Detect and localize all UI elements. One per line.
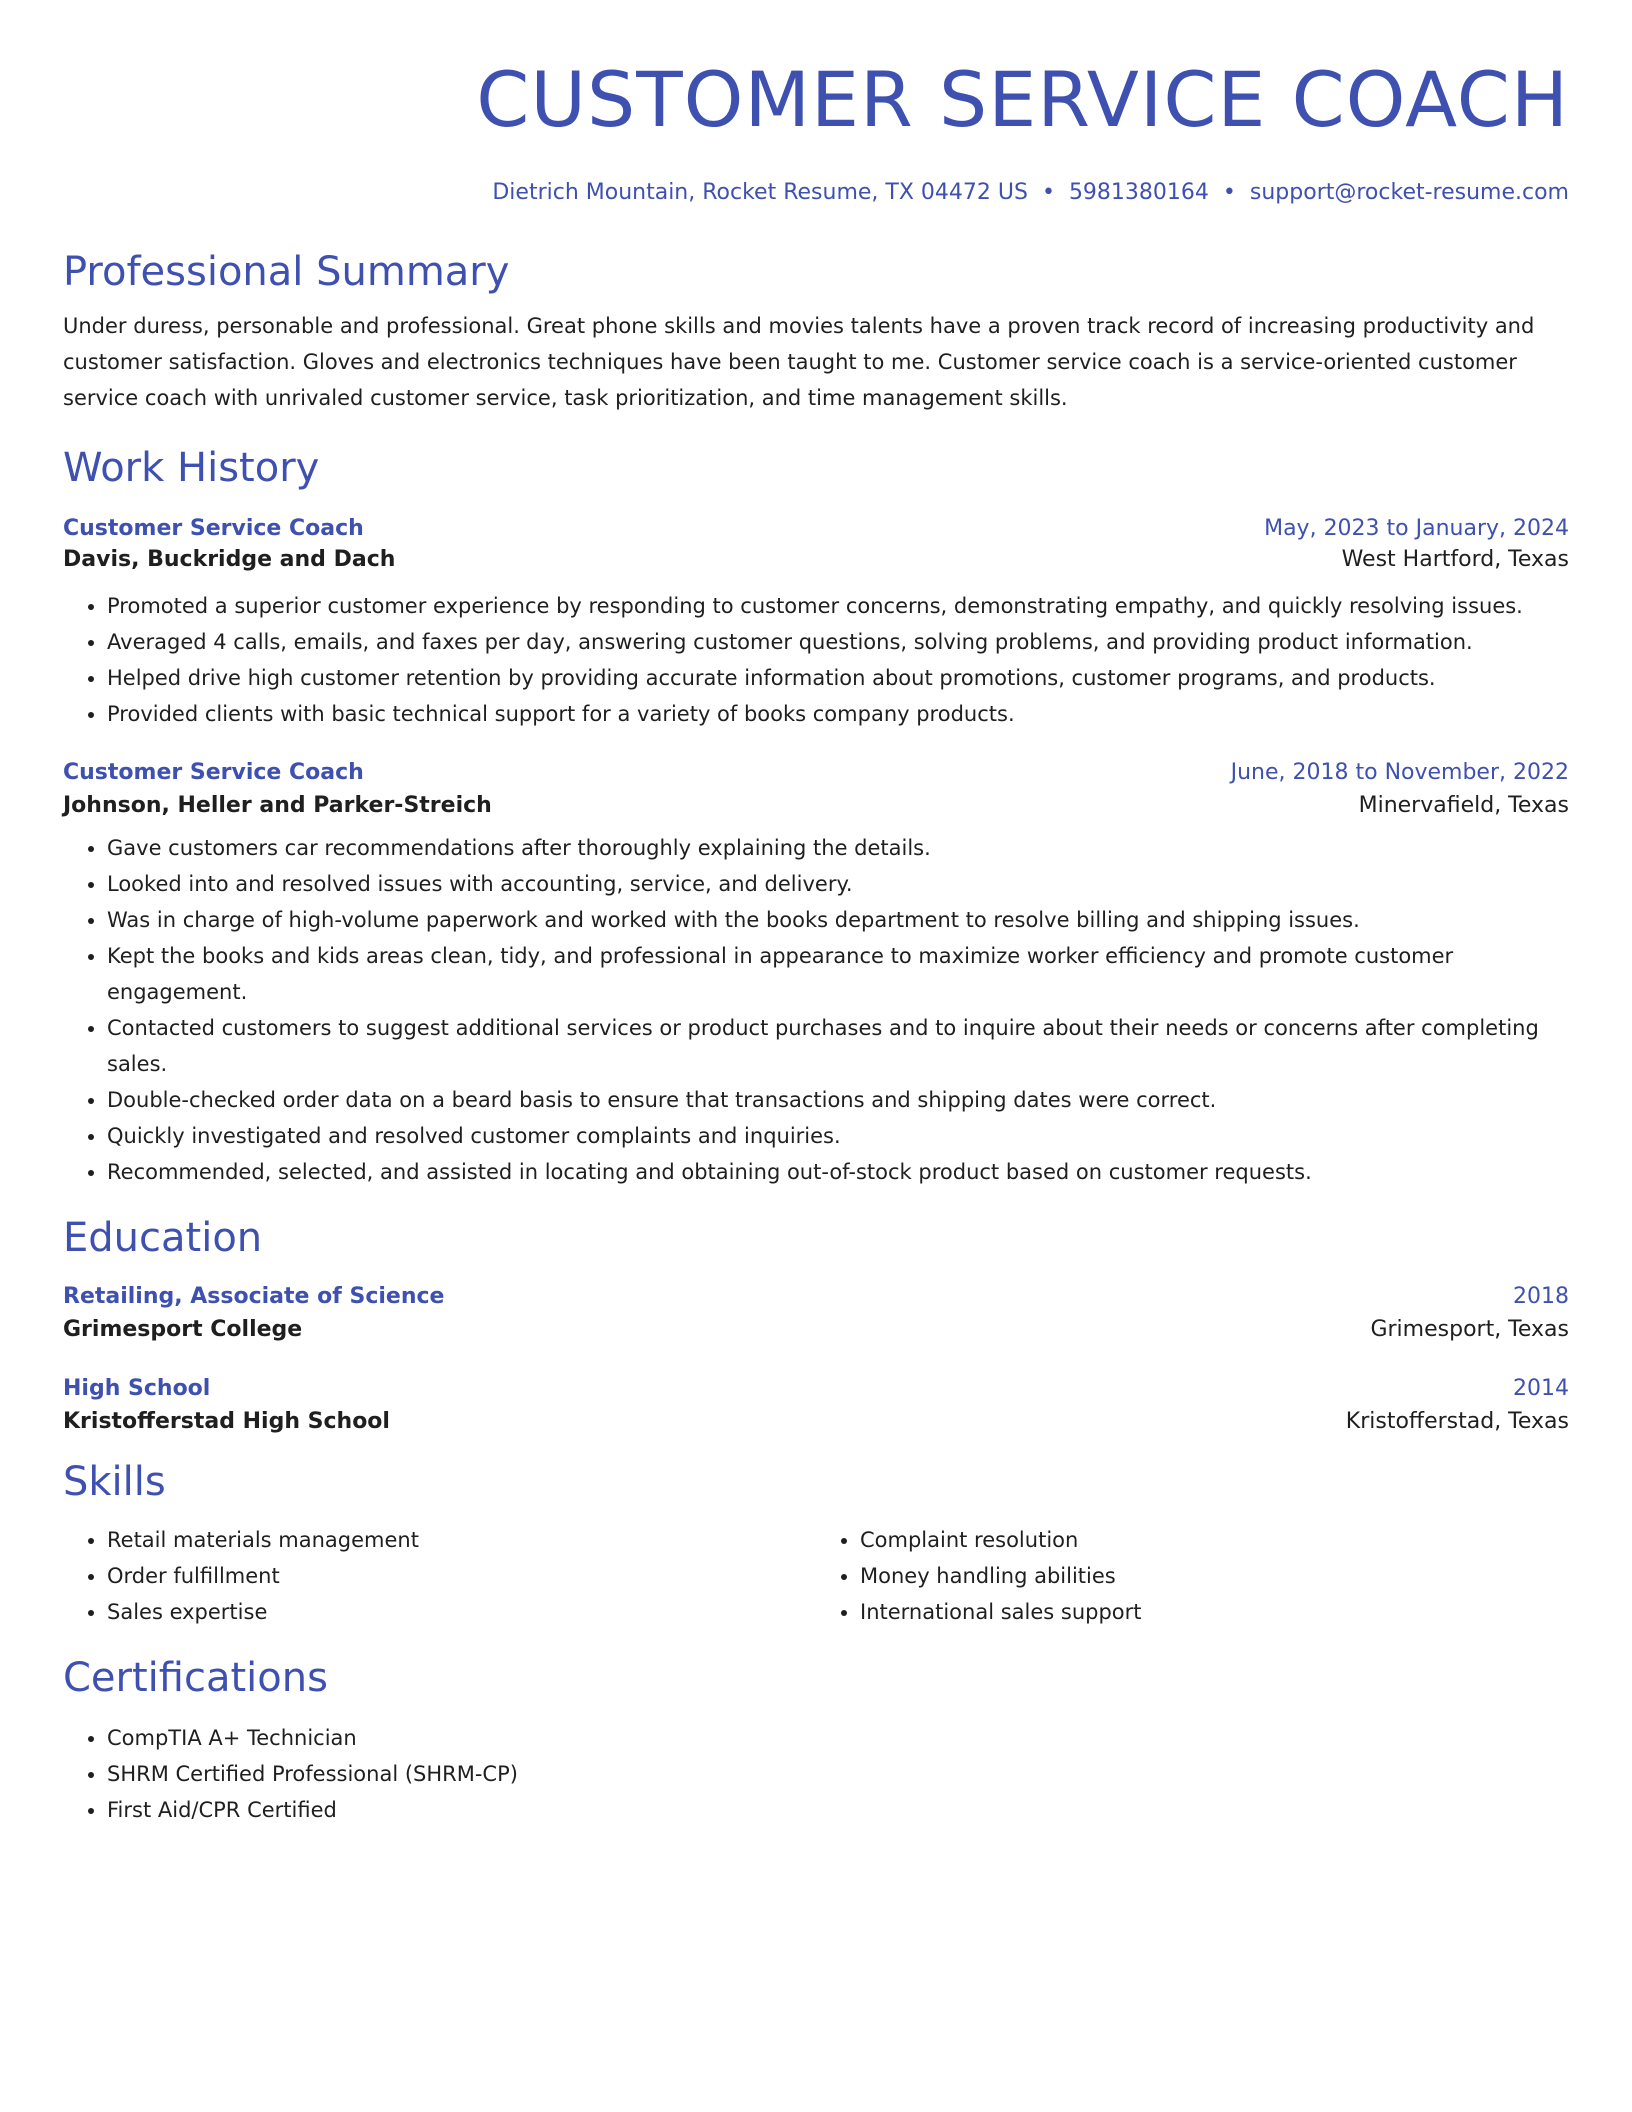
certification-item: • CompTIA A+ Technician [107,1720,1569,1756]
contact-phone: 5981380164 [1068,180,1209,205]
education-location: Grimesport, Texas [1370,1317,1569,1342]
job-bullets [63,830,1569,1190]
list-item: • Was in charge of high-volume paperwork and worked with the books department to resolve billing and shipping issues. [107,902,1569,938]
certification-item: • First Aid/CPR Certified [107,1792,1569,1828]
contact-email: support@rocket-resume.com [1249,180,1569,205]
skills-list-right [816,1522,1569,1630]
work-history-section [63,442,1569,1190]
job-dates: June, 2018 to November, 2022 [1230,760,1569,785]
summary-section [63,246,1569,416]
education-school-row [63,1409,1569,1434]
list-item: • Helped drive high customer retention by providing accurate information about promotions, customer programs, and products. [107,660,1569,696]
skill-item: • International sales support [860,1594,1569,1630]
list-item: • Averaged 4 calls, emails, and faxes per day, answering customer questions, solving problems, and providing product information. [107,624,1569,660]
contact-separator: • [1222,180,1236,205]
skill-item: • Retail materials management [107,1522,816,1558]
education-section [63,1212,1569,1434]
education-entry [63,1284,1569,1342]
job-entry [63,516,1569,732]
education-degree: Retailing, Associate of Science [63,1284,445,1309]
education-school: Kristofferstad High School [63,1409,390,1434]
education-entry [63,1376,1569,1434]
section-heading: Professional Summary [63,249,510,295]
education-degree-row [63,1376,1569,1401]
skill-item: • Money handling abilities [860,1558,1569,1594]
resume-title: CUSTOMER SERVICE COACH [476,55,1569,144]
job-company: Davis, Buckridge and Dach [63,547,396,572]
education-year: 2014 [1513,1376,1569,1401]
certifications-list [63,1720,1569,1828]
education-degree-row [63,1284,1569,1309]
section-heading: Education [63,1215,263,1261]
list-item: • Quickly investigated and resolved customer complaints and inquiries. [107,1118,1569,1154]
list-item: • Contacted customers to suggest additional services or product purchases and to inquire about their needs or concerns after completing sales. [107,1010,1569,1082]
summary-text: Under duress, personable and professional. Great phone skills and movies talents have a proven track record of increasing productivity and customer satisfaction. Gloves and electronics techniques have been taught to me. Customer service coach is a service-oriented customer service coach with unrivaled customer service, task prioritization, and time management skills. [63,314,1535,410]
contact-line [63,178,1569,208]
list-item: • Gave customers car recommendations after thoroughly explaining the details. [107,830,1569,866]
job-title-row [63,516,1569,541]
job-company-row [63,547,1569,572]
education-year: 2018 [1513,1284,1569,1309]
section-heading: Work History [63,445,320,491]
job-location: West Hartford, Texas [1341,547,1569,572]
job-company: Johnson, Heller and Parker-Streich [63,793,492,818]
education-degree: High School [63,1376,211,1401]
list-item: • Double-checked order data on a beard basis to ensure that transactions and shipping dates were correct. [107,1082,1569,1118]
list-item: • Kept the books and kids areas clean, tidy, and professional in appearance to maximize worker efficiency and promote customer engagement. [107,938,1569,1010]
list-item: • Recommended, selected, and assisted in locating and obtaining out-of-stock product based on customer requests. [107,1154,1569,1190]
skills-grid [63,1522,1569,1630]
job-title: Customer Service Coach [63,760,364,785]
education-location: Kristofferstad, Texas [1345,1409,1569,1434]
job-entry [63,760,1569,1190]
section-heading: Certifications [63,1655,328,1701]
skills-list-left [63,1522,816,1630]
certification-item: • SHRM Certified Professional (SHRM-CP) [107,1756,1569,1792]
job-bullets [63,588,1569,732]
list-item: • Promoted a superior customer experience by responding to customer concerns, demonstrating empathy, and quickly resolving issues. [107,588,1569,624]
contact-separator: • [1041,180,1055,205]
certifications-section [63,1652,1569,1828]
contact-address: Dietrich Mountain, Rocket Resume, TX 04472 US [492,180,1028,205]
job-company-row [63,793,1569,818]
skill-item: • Sales expertise [107,1594,816,1630]
list-item: • Provided clients with basic technical support for a variety of books company products. [107,696,1569,732]
skill-item: • Order fulfillment [107,1558,816,1594]
job-title: Customer Service Coach [63,516,364,541]
skills-section [63,1456,1569,1630]
job-dates: May, 2023 to January, 2024 [1264,516,1569,541]
skill-item: • Complaint resolution [860,1522,1569,1558]
job-location: Minervafield, Texas [1358,793,1569,818]
list-item: • Looked into and resolved issues with accounting, service, and delivery. [107,866,1569,902]
education-school-row [63,1317,1569,1342]
section-heading: Skills [63,1459,166,1505]
education-school: Grimesport College [63,1317,303,1342]
job-title-row [63,760,1569,785]
